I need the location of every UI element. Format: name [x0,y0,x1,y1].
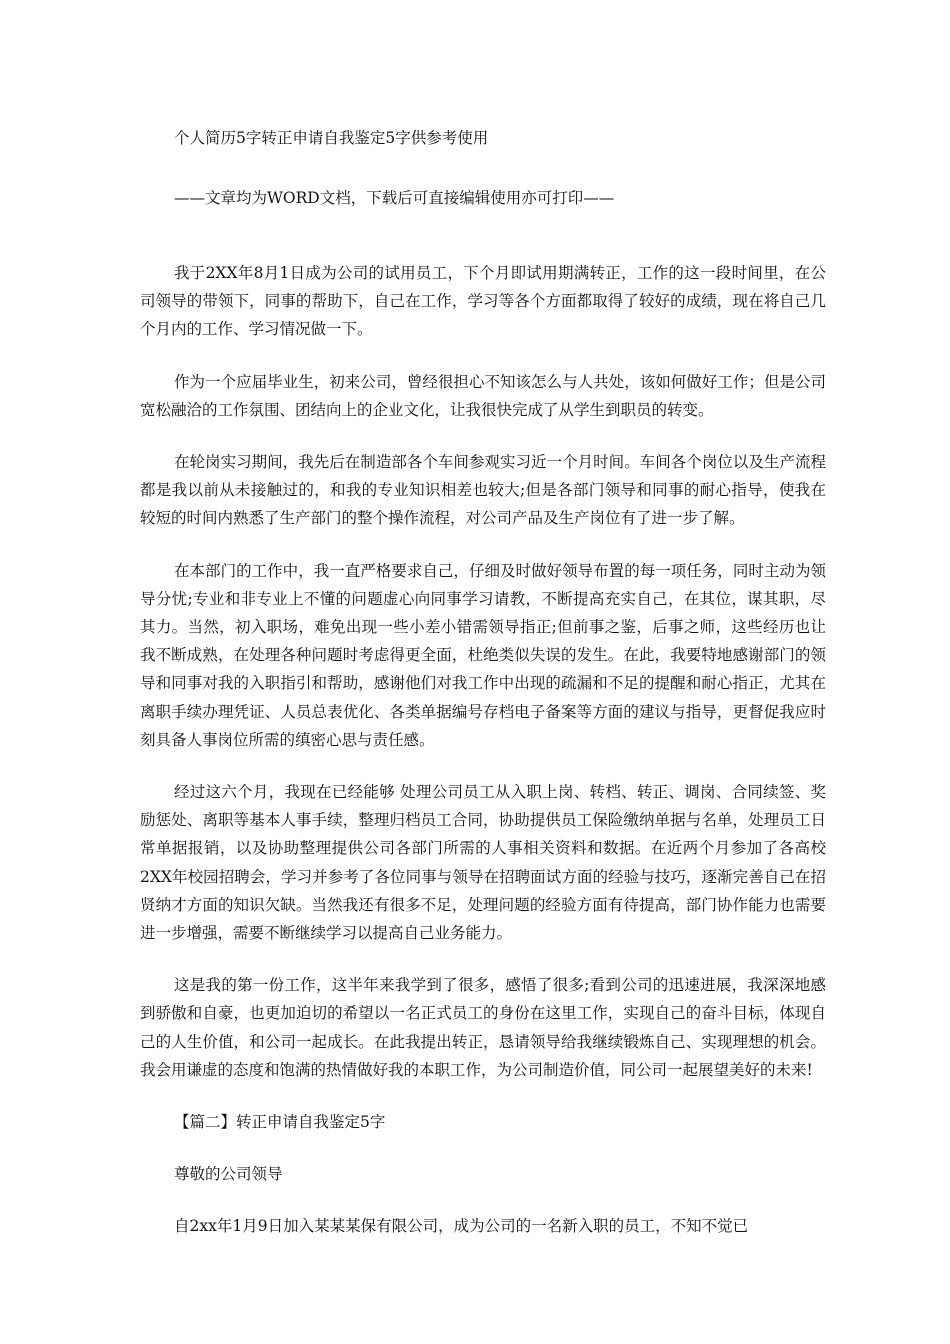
paragraph-1: 我于2XX年8月1日成为公司的试用员工，下个月即试用期满转正，工作的这一段时间里，在公司领导的带领下，同事的帮助下，自己在工作，学习等各个方面都取得了较好的成绩，现在将自己几个月内的工作、学习情况做一下。 [140,264,826,339]
paragraph-6: 这是我的第一份工作，这半年来我学到了很多，感悟了很多;看到公司的迅速进展，我深深地感到骄傲和自豪，也更加迫切的希望以一名正式员工的身份在这里工作，实现自己的奋斗目标，体现自己的人生价值，和公司一起成长。在此我提出转正，恳请领导给我继续锻炼自己、实现理想的机会。我会用谦虚的态度和饱满的热情做好我的本职工作，为公司制造价值，同公司一起展望美好的未来! [140,976,826,1079]
document-body [140,124,826,1240]
document-title: 个人简历5字转正申请自我鉴定5字供参考使用 [174,129,489,147]
paragraph-3: 在轮岗实习期间，我先后在制造部各个车间参观实习近一个月时间。车间各个岗位以及生产流程都是我以前从未接触过的，和我的专业知识相差也较大;但是各部门领导和同事的耐心指导，使我在较短的时间内熟悉了生产部门的整个操作流程，对公司产品及生产岗位有了进一步了解。 [140,453,826,528]
paragraph-4: 在本部门的工作中，我一直严格要求自己，仔细及时做好领导布置的每一项任务，同时主动为领导分忧;专业和非专业上不懂的问题虚心向同事学习请教，不断提高充实自己，在其位，谋其职，尽其力。当然，初入职场，难免出现一些小差小错需领导指正;但前事之鉴，后事之师，这些经历也让我不断成熟，在处理各种问题时考虑得更全面，杜绝类似失误的发生。在此，我要特地感谢部门的领导和同事对我的入职指引和帮助，感谢他们对我工作中出现的疏漏和不足的提醒和耐心指正，尤其在离职手续办理凭证、人员总表优化、各类单据编号存档电子备案等方面的建议与指导，更督促我应时刻具备人事岗位所需的缜密心思与责任感。 [140,561,826,749]
paragraph-5: 经过这六个月，我现在已经能够 处理公司员工从入职上岗、转档、转正、调岗、合同续签、奖励惩处、离职等基本人事手续，整理归档员工合同，协助提供员工保险缴纳单据与名单，处理员工日常单据报销，以及协助整理提供公司各部门所需的人事相关资料和数据。在近两个月参加了各高校2XX年校园招聘会，学习并参考了各位同事与领导在招聘面试方面的经验与技巧，逐渐完善自己在招贤纳才方面的知识欠缺。当然我还有很多不足，处理问题的经验方面有待提高，部门协作能力也需要进一步增强，需要不断继续学习以提高自己业务能力。 [140,783,826,943]
salutation: 尊敬的公司领导 [174,1165,283,1184]
paragraph-2: 作为一个应届毕业生，初来公司，曾经很担心不知该怎么与人共处，该如何做好工作；但是公司宽松融洽的工作氛围、团结向上的企业文化，让我很快完成了从学生到职员的转变。 [140,372,826,419]
document-subtitle: ——文章均为WORD文档，下载后可直接编辑使用亦可打印—— [174,189,615,207]
section-heading: 【篇二】转正申请自我鉴定5字 [174,1113,386,1132]
paragraph-continued: 自2xx年1月9日加入某某某保有限公司，成为公司的一名新入职的员工，不知不觉已 [174,1217,749,1236]
